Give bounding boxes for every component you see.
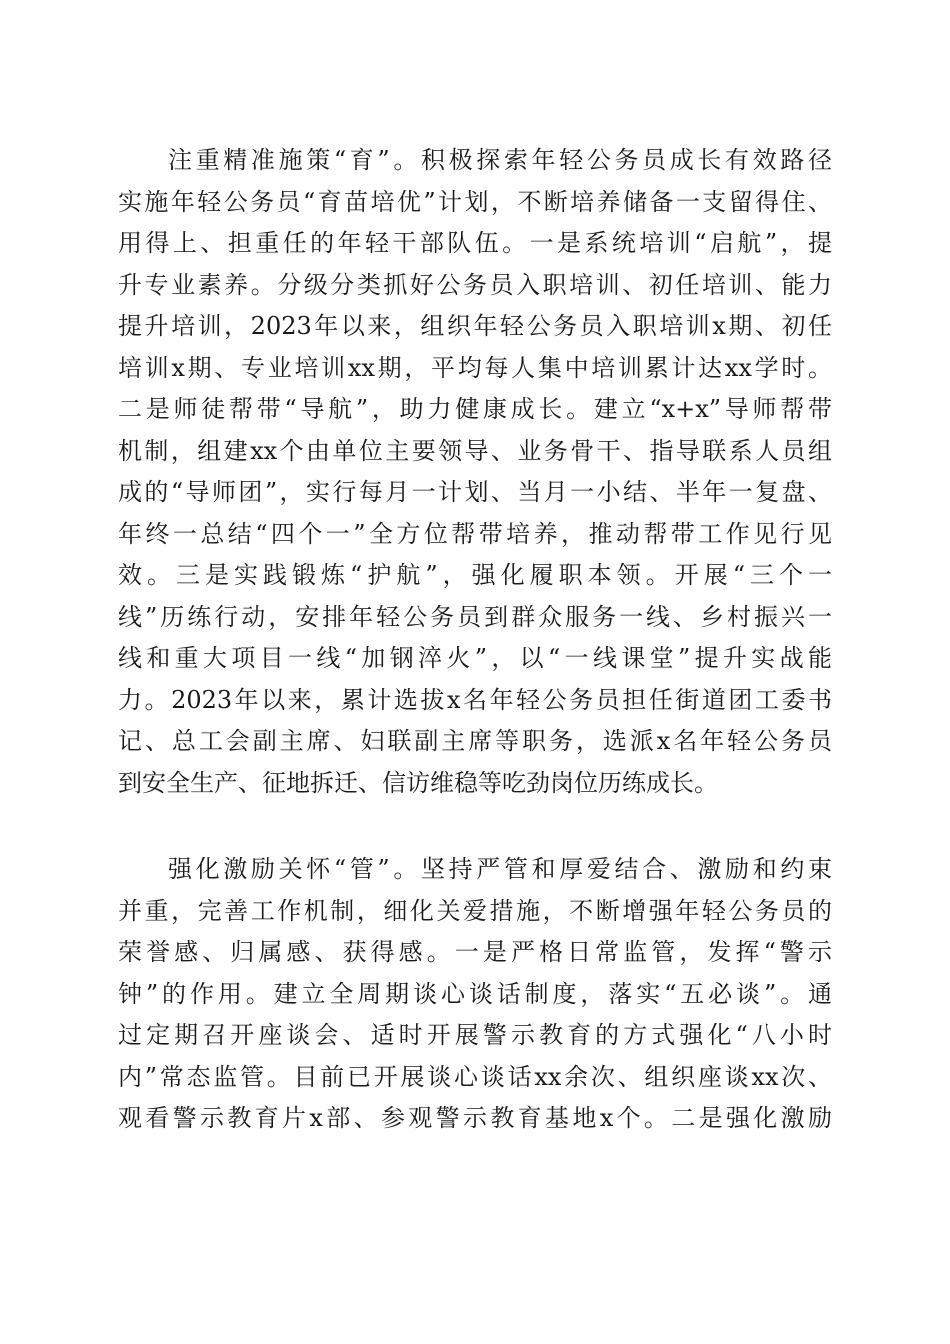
paragraph-line: 年终一总结“四个一”全方位帮带培养，推动帮带工作见行见 [118,519,832,548]
paragraph-line: 二是师徒帮带“导航”，助力健康成长。建立“x+x”导师帮带 [118,395,832,423]
paragraph-line: 钟”的作用。建立全周期谈心谈话制度，落实“五必谈”。通 [118,979,832,1008]
paragraph-line: 观看警示教育片x部、参观警示教育基地x个。二是强化激励 [118,1104,832,1132]
paragraph-line: 注重精准施策“育”。积极探索年轻公务员成长有效路径 [168,146,832,174]
paragraph-1 [118,140,832,804]
paragraph-line: 力。2023年以来，累计选拔x名年轻公务员担任街道团工委书 [118,685,832,714]
paragraph-line: 强化激励关怀“管”。坚持严管和厚爱结合、激励和约束 [168,855,832,883]
paragraph-line: 机制，组建xx个由单位主要领导、业务骨干、指导联系人员组 [118,436,832,465]
paragraph-line: 用得上、担重任的年轻干部队伍。一是系统培训“启航”，提 [118,229,832,257]
paragraph-line: 内”常态监管。目前已开展谈心谈话xx余次、组织座谈xx次、 [118,1062,832,1091]
paragraph-line: 线和重大项目一线“加钢淬火”，以“一线课堂”提升实战能 [118,644,832,672]
paragraph-line: 荣誉感、归属感、获得感。一是严格日常监管，发挥“警示 [118,938,832,966]
paragraph-line: 效。三是实践锻炼“护航”，强化履职本领。开展“三个一 [118,561,832,589]
paragraph-line: 线”历练行动，安排年轻公务员到群众服务一线、乡村振兴一 [118,602,832,631]
paragraph-line: 并重，完善工作机制，细化关爱措施，不断增强年轻公务员的 [118,896,832,925]
paragraph-line: 成的“导师团”，实行每月一计划、当月一小结、半年一复盘、 [118,478,832,506]
paragraph-line: 培训x期、专业培训xx期，平均每人集中培训累计达xx学时。 [118,353,832,382]
paragraph-line: 记、总工会副主席、妇联副主席等职务，选派x名年轻公务员 [118,727,832,755]
paragraph-2 [118,849,832,1140]
paragraph-line: 实施年轻公务员“育苗培优”计划，不断培养储备一支留得住、 [118,187,832,216]
paragraph-line: 升专业素养。分级分类抓好公务员入职培训、初任培训、能力 [118,270,832,299]
paragraph-line: 提升培训，2023年以来，组织年轻公务员入职培训x期、初任 [118,312,832,340]
paragraph-line: 到安全生产、征地拆迁、信访维稳等吃劲岗位历练成长。 [118,768,718,797]
paragraph-line: 过定期召开座谈会、适时开展警示教育的方式强化“八小时 [118,1021,832,1049]
